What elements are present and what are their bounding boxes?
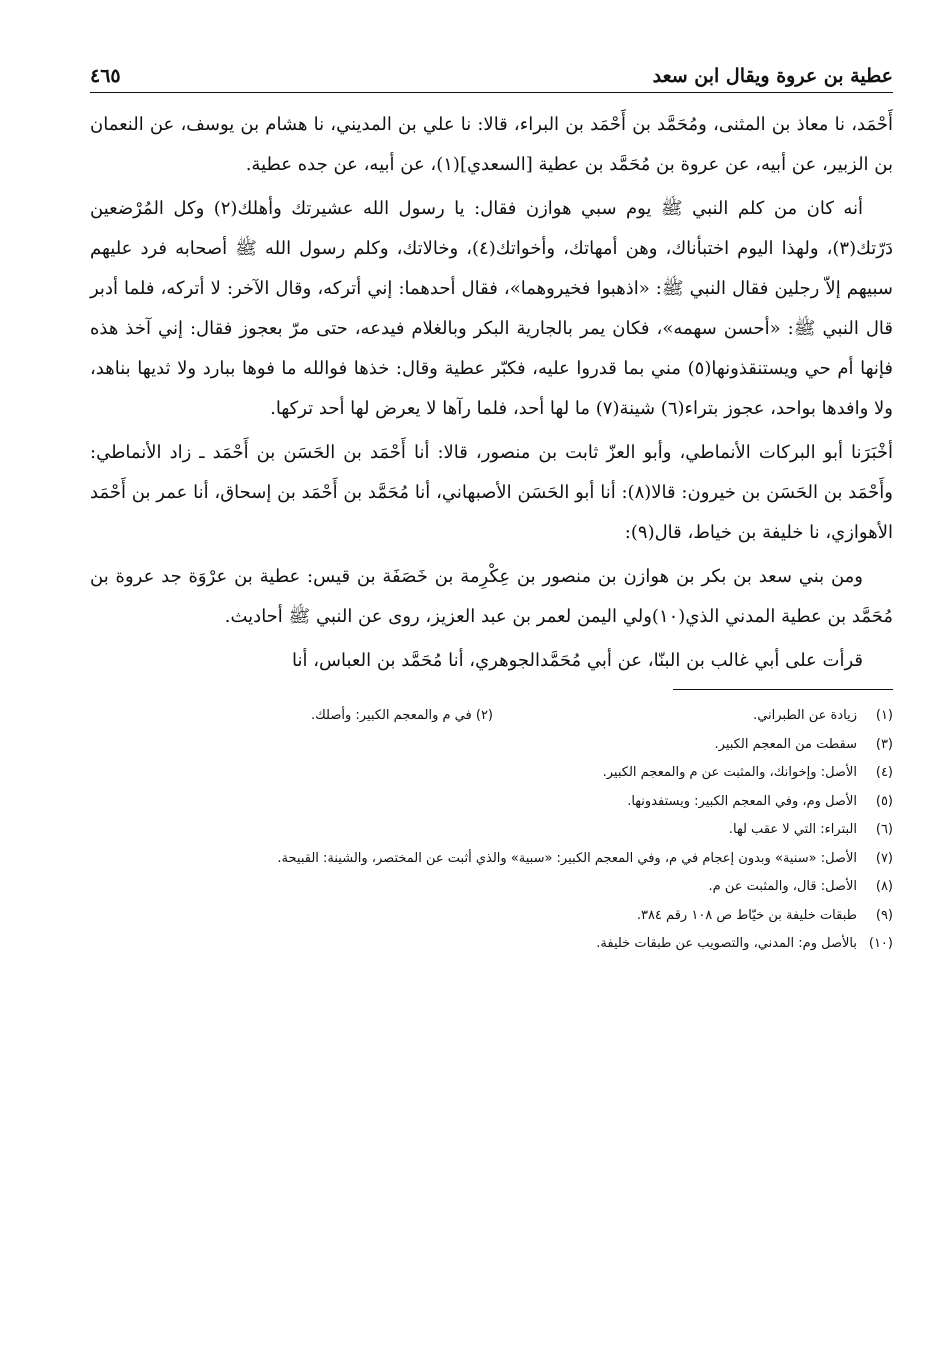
footnotes: [90, 689, 893, 959]
footnote-text: سقطت من المعجم الكبير.: [714, 736, 857, 752]
footnote-item: [90, 702, 893, 731]
footnote-item: [90, 731, 893, 760]
footnote-number: (١٠): [868, 936, 893, 951]
footnote-text: الأصل: وإخوانك، والمثبت عن م والمعجم الكبير.: [602, 765, 857, 780]
footnote-second-column: [311, 702, 493, 731]
footnote-item: [90, 788, 893, 817]
page-header: [90, 58, 893, 93]
paragraph-isnad-1: أَحْمَد، نا معاذ بن المثنى، ومُحَمَّد بن أَحْمَد بن البراء، قالا: نا علي بن المديني، نا هشام بن يوسف، عن النعمان بن الزبير، عن أبيه، عن عروة بن مُحَمَّد بن عطية [السعدي](١)، عن أبيه، عن جده عطية.: [90, 114, 893, 175]
footnote-text: طبقات خليفة بن خيّاط ص ١٠٨ رقم ٣٨٤.: [636, 907, 857, 923]
footnote-divider: [673, 689, 893, 690]
footnote-item: [90, 902, 893, 931]
paragraph-isnad-2: أخْبَرَنا أبو البركات الأنماطي، وأبو العزّ ثابت بن منصور، قالا: أنا أَحْمَد بن الحَسَن بن أَحْمَد ـ زاد الأنماطي: وأَحْمَد بن الحَسَن بن خيرون: قالا(٨): أنا أبو الحَسَن الأصبهاني، أنا مُحَمَّد بن أَحْمَد بن إسحاق، أنا عمر بن أَحْمَد الأهوازي، نا خليفة بن خياط، قال(٩):: [90, 442, 893, 543]
running-title: عطية بن عروة ويقال ابن سعد: [652, 65, 893, 87]
footnote-item: [90, 873, 893, 902]
footnote-item: [90, 759, 893, 788]
footnote-number: (٢): [475, 708, 493, 723]
footnote-text: الأصل: قال، والمثبت عن م.: [708, 879, 857, 894]
main-text: [90, 105, 893, 681]
footnote-number: (٧): [875, 850, 893, 866]
footnote-text: في م والمعجم الكبير: وأصلك.: [310, 708, 472, 723]
footnote-item: [90, 816, 893, 845]
footnote-text: البتراء: التي لا عقب لها.: [728, 822, 857, 837]
paragraph-biography: ومن بني سعد بن بكر بن هوازن بن منصور بن عِكْرِمة بن خَصَفَة بن قيس: عطية بن عرْوَة جد عروة بن مُحَمَّد بن عطية المدني الذي(١٠)ولي اليمن لعمر بن عبد العزيز، روى عن النبي ﷺ أحاديث.: [90, 566, 893, 627]
footnote-item: [90, 930, 893, 959]
footnote-text: الأصل: «سنية» وبدون إعجام في م، وفي المعجم الكبير: «سبية» والذي أثبت عن المختصر، والشينة: القبيحة.: [277, 850, 857, 866]
paragraph-isnad-3: قرأت على أبي غالب بن البنّا، عن أبي مُحَمَّدالجوهري، أنا مُحَمَّد بن العباس، أنا: [292, 650, 863, 671]
footnote-number: (١): [875, 708, 893, 723]
footnote-text: بالأصل وم: المدني، والتصويب عن طبقات خليفة.: [596, 936, 857, 951]
footnote-number: (٩): [875, 907, 893, 923]
page-number: ٤٦٥: [90, 65, 121, 87]
footnote-item: [90, 845, 893, 874]
footnote-number: (٤): [875, 765, 893, 780]
footnote-number: (٨): [875, 879, 893, 894]
footnote-number: (٣): [875, 736, 893, 752]
footnote-text: زيادة عن الطبراني.: [753, 708, 857, 723]
footnote-number: (٦): [875, 822, 893, 837]
paragraph-hadith: أنه كان من كلم النبي ﷺ يوم سبي هوازن فقال: يا رسول الله عشيرتك وأهلك(٢) وكل المُرْضعين دَرّتك(٣)، ولهذا اليوم اختبأناك، وهن أمهاتك، وأخواتك(٤)، وخالاتك، وكلم رسول الله ﷺ أصحابه فرد عليهم سبيهم إلاّ رجلين فقال النبي ﷺ: «اذهبوا فخيروهما»، فقال أحدهما: إني أتركه، وقال الآخر: لا أتركه، فلما أدبر قال النبي ﷺ: «أحسن سهمه»، فكان يمر بالجارية البكر وبالغلام فيدعه، حتى مرّ بعجوز فقال: إني آخذ هذه فإنها أم حي ويستنقذونها(٥) مني بما قدروا عليه، فكبّر عطية وقال: خذها فوالله ما فوها ببارد ولا ثديها بناهد، ولا وافدها بواحد، عجوز بتراء(٦) شينة(٧) ما لها أحد، فلما رآها لا يعرض لها أحد تركها.: [90, 198, 893, 419]
footnote-number: (٥): [875, 793, 893, 809]
footnote-text: الأصل وم، وفي المعجم الكبير: ويستفدونها.: [627, 793, 857, 809]
